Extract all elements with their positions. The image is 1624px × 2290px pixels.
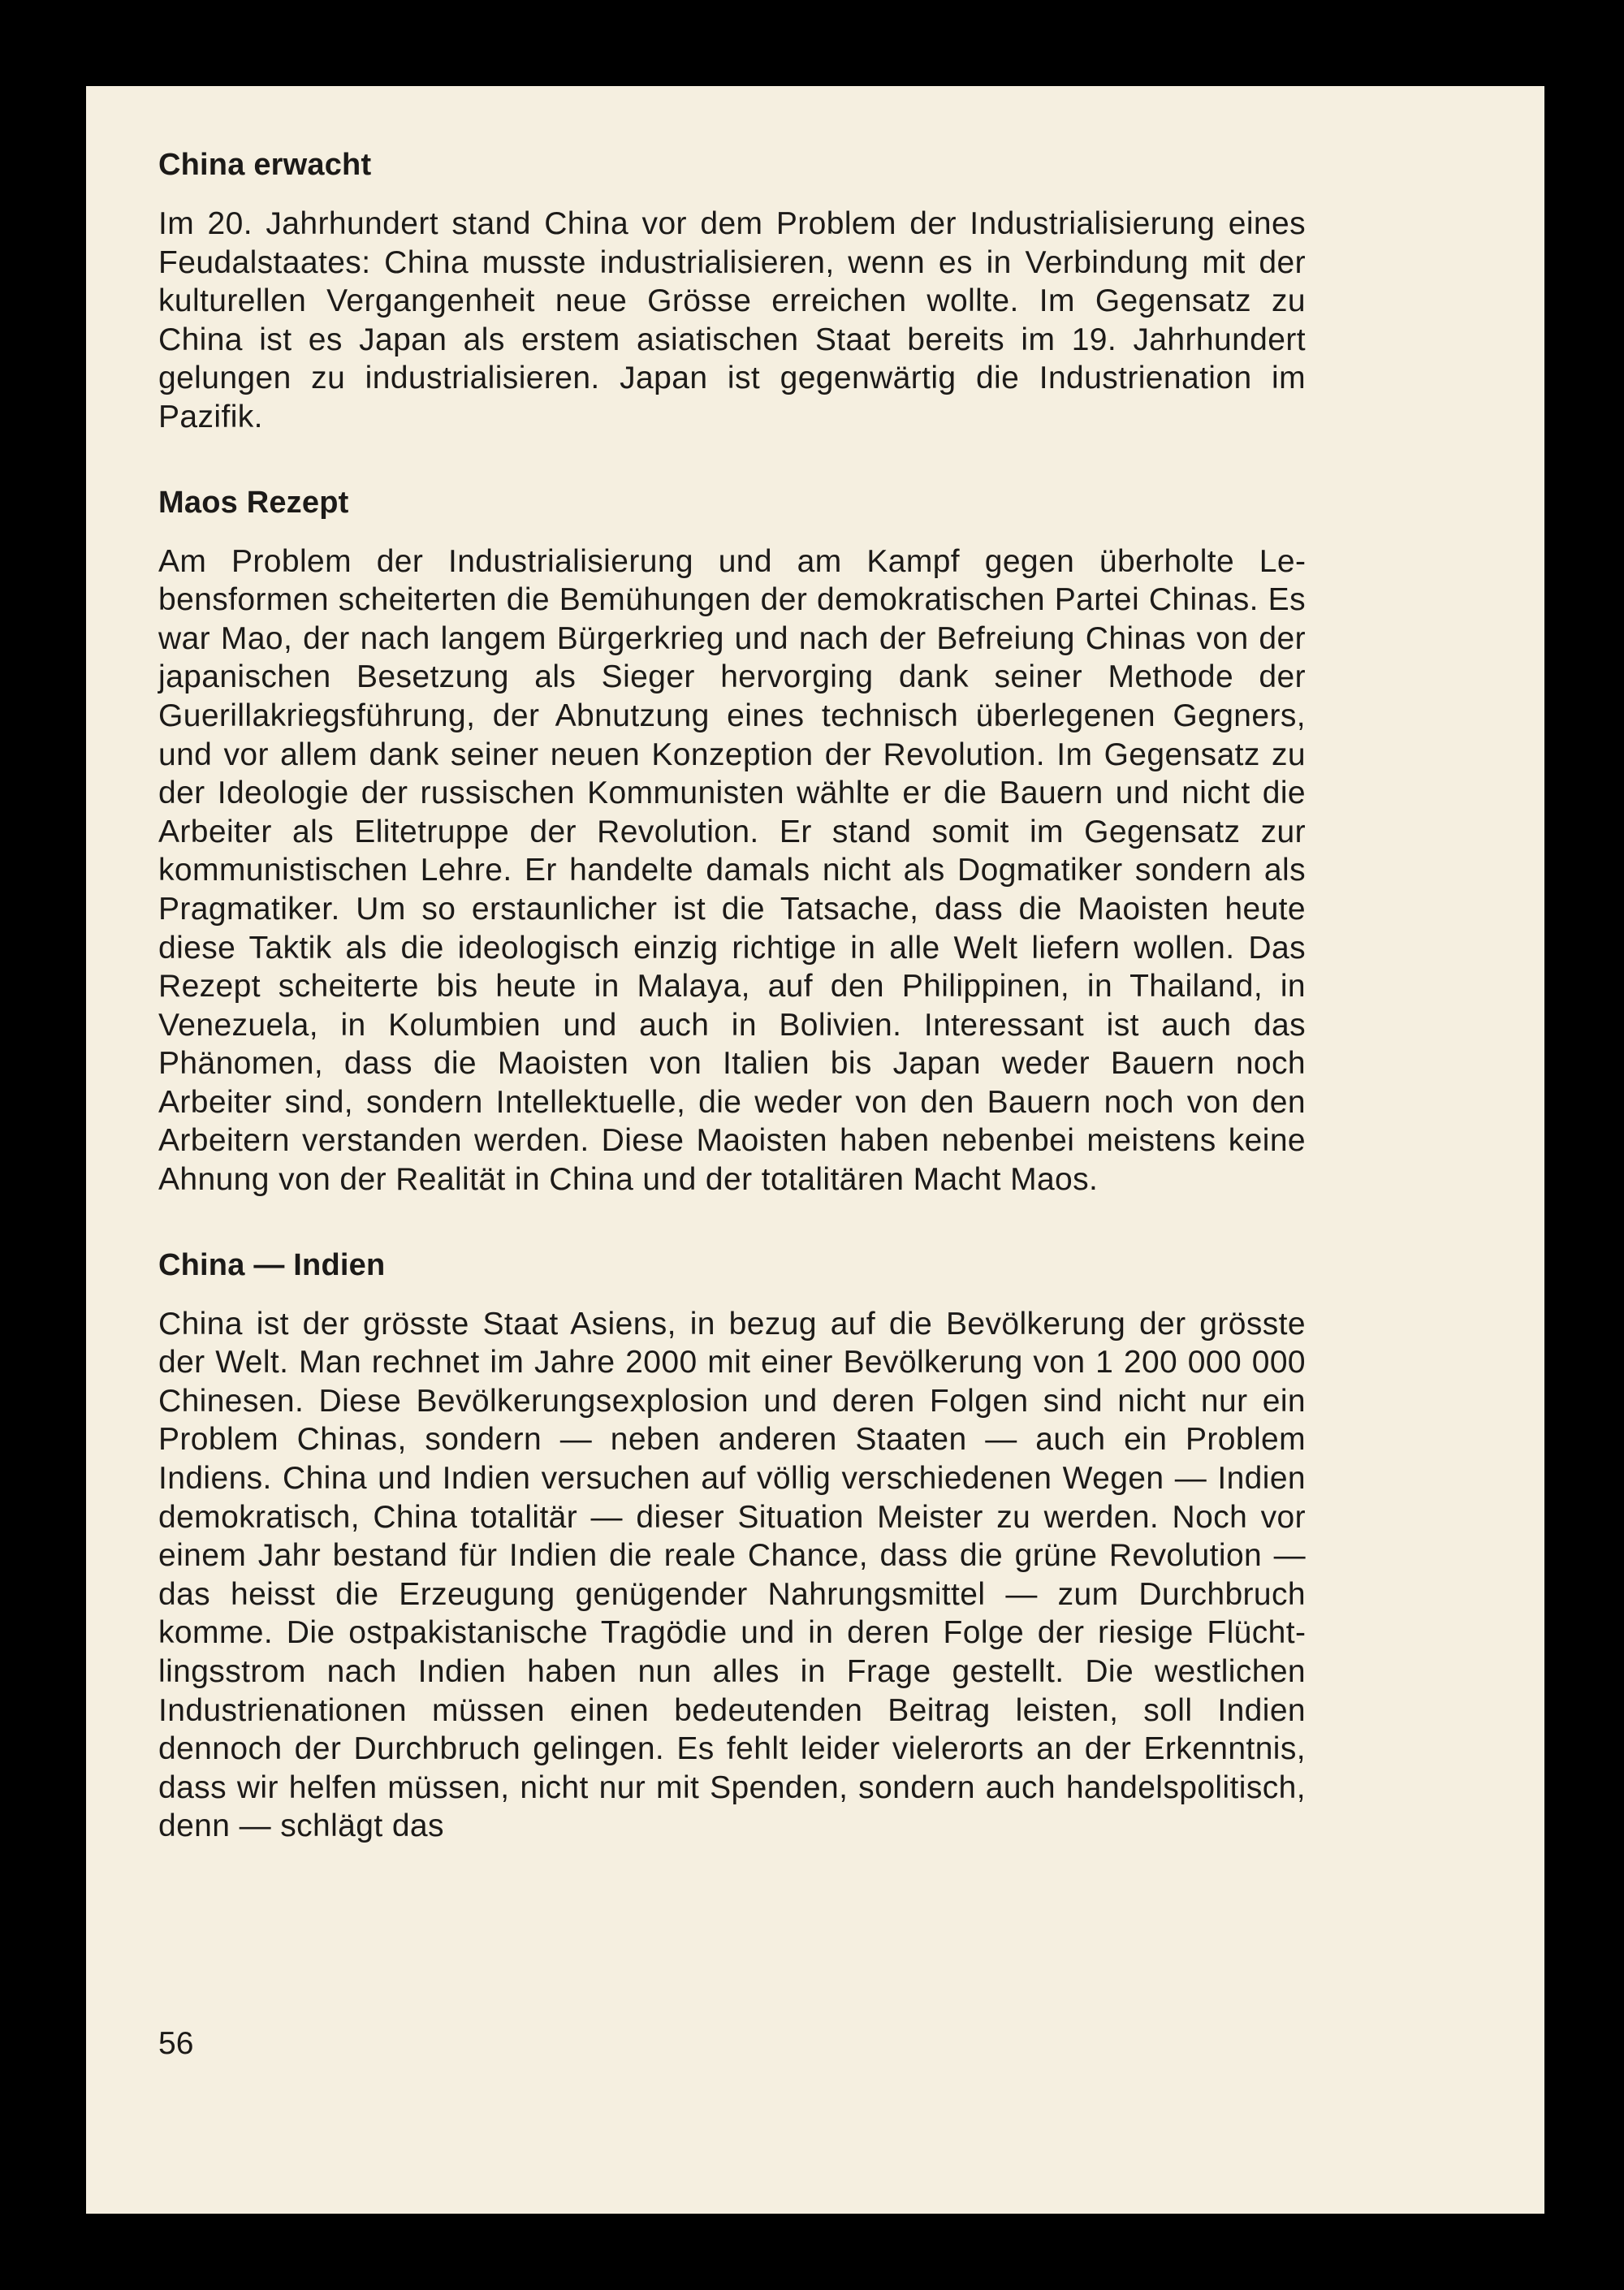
section-paragraph: Am Problem der Industrialisierung und am Kampf gegen überholte Lebensformen scheiterten die Bemühungen der demokratischen Partei Chinas. Es war Mao, der nach langem Bürgerkrieg und nach der Befreiung Chinas von der japanischen Besetzung als Sieger hervorging dank seiner Methode der Guerillakriegsführung, der Abnutzung eines technisch überlegenen Gegners, und vor allem dank seiner neuen Konzeption der Revolution. Im Gegensatz zu der Ideologie der russischen Kommunisten wählte er die Bauern und nicht die Arbeiter als Elitetruppe der Revolution. Er stand somit im Gegensatz zur kommunistischen Lehre. Er handelte damals nicht als Dogmatiker sondern als Pragmatiker. Um so erstaunlicher ist die Tatsache, dass die Maoisten heute diese Taktik als die ideologisch einzig richtige in alle Welt liefern wollen. Das Rezept scheiterte bis heute in Malaya, auf den Philippinen, in Thailand, in Venezuela, in Kolumbien und auch in Bolivien. Interessant ist auch das Phänomen, dass die Maoisten von Italien bis Japan weder Bauern noch Arbeiter sind, sondern Intellektuelle, die weder von den Bauern noch von den Arbeitern verstanden werden. Diese Maoisten haben nebenbei meistens keine Ahnung von der Realität in China und der totalitären Macht Maos. [158,543,1306,1198]
section-china-indien [158,1247,1306,1846]
page-number: 56 [158,2026,194,2061]
section-heading: China erwacht [158,148,372,182]
page-content [158,146,1306,1893]
section-heading: Maos Rezept [158,485,349,520]
section-china-erwacht [158,146,1306,437]
section-heading: China — Indien [158,1247,386,1282]
section-paragraph: China ist der grösste Staat Asiens, in bezug auf die Bevölkerung der grösste der Welt. Man rechnet im Jahre 2000 mit einer Bevölkerung von 1 200 000 000 Chinesen. Diese Bevölkerungsexplosion und deren Folgen sind nicht nur ein Problem Chinas, sondern — neben anderen Staaten — auch ein Problem Indiens. China und Indien versuchen auf völlig verschiedenen Wegen — Indien demokratisch, China totalitär — dieser Situation Meister zu werden. Noch vor einem Jahr bestand für Indien die reale Chance, dass die grüne Revolution — das heisst die Erzeugung genügender Nahrungsmittel — zum Durchbruch komme. Die ostpakistanische Tragödie und in deren Folge der riesige Flüchtlingsstrom nach Indien haben nun alles in Frage gestellt. Die westlichen Industrienationen müssen einen bedeutenden Beitrag leisten, soll Indien dennoch der Durchbruch gelingen. Es fehlt leider vielerorts an der Erkenntnis, dass wir helfen müssen, nicht nur mit Spenden, sondern auch handelspolitisch, denn — schlägt das [158,1306,1306,1844]
section-paragraph: Im 20. Jahrhundert stand China vor dem Problem der Industrialisierung eines Feudalstaates: China musste industrialisieren, wenn es in Verbindung mit der kulturellen Vergangenheit neue Grösse erreichen wollte. Im Gegensatz zu China ist es Japan als erstem asiatischen Staat bereits im 19. Jahrhundert gelungen zu industrialisieren. Japan ist gegenwärtig die Industrienation im Pazifik. [158,206,1306,434]
section-maos-rezept [158,484,1306,1199]
